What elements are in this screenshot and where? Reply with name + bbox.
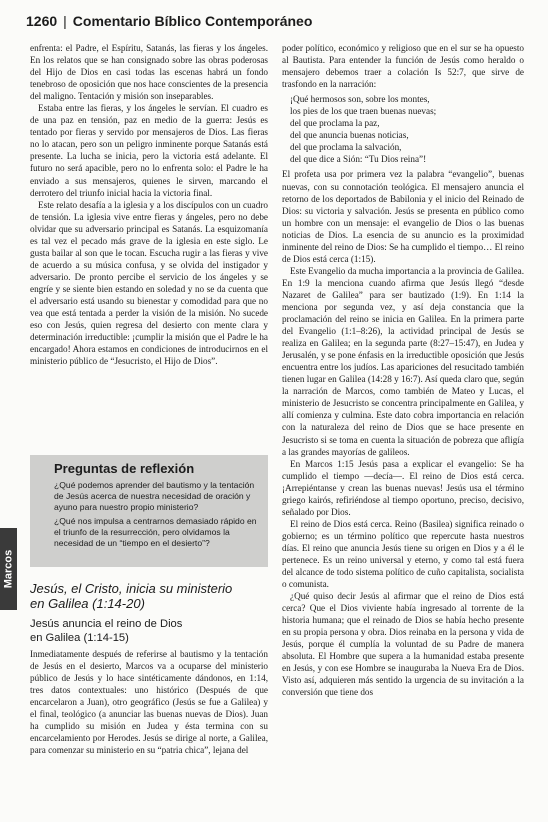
section-title: [30, 581, 268, 611]
quote-line: del que proclama la paz,: [290, 118, 380, 129]
right-paragraph: Este Evangelio da mucha importancia a la provincia de Galilea. En 1:9 la menciona cuando afirma que Jesús llegó “desde Nazaret de Galilea” para ser bautizado (1:9). En 1:14 la menciona por segunda vez, y así deja constancia que la proclamación del reino se inicia en Galilea. En la primera parte del Evangelio (1:1–8:26), la actividad principal de Jesús se realiza en Galilea; en la segunda parte (8:27–15:47), en Judea y Jerusalén, y se pone énfasis en la irreductible oposición que Jesús encuentra entre los judíos. Las apariciones del resucitado también tienen lugar en Galilea (14:28 y 16:7). Así queda claro que, según la narración de Marcos, como también de Mateo y Lucas, el ministerio de Jesucristo se concentra principalmente en Galilea, y allí comienza y culmina. Este dato cobra importancia en relación con la naturaleza del reino de Dios que se hace presente en Jesucristo si se toma en cuenta la situación de pobreza que afligía a las grandes mayorías de galileos.: [282, 265, 524, 457]
section-side-tab: [0, 528, 17, 610]
section-body: [30, 648, 268, 756]
quote-line: del que proclama la salvación,: [290, 142, 402, 153]
reflection-title: Preguntas de reflexión: [54, 461, 195, 476]
quote-line: ¡Qué hermosos son, sobre los montes,: [290, 94, 430, 105]
right-paragraph: El profeta usa por primera vez la palabra “evangelio”, buenas nuevas, con su connotación teológica. El mensajero anuncia el retorno de los deportados de Babilonia y el inicio del Reinado de Dios: su victoria y salvación. Jesús se presenta en público como un hombre con un mensaje: el evangelio de Dios o las buenas noticias de Dios. La esencia de su anuncio es la proximidad inminente del reino de Dios: Se ha cumplido el tiempo… El reino de Dios está cerca (1:15).: [282, 169, 524, 264]
quote-line: del que dice a Sión: “Tu Dios reina”!: [290, 154, 427, 165]
running-header: [26, 10, 526, 32]
side-tab-label: Marcos: [2, 549, 15, 589]
right-column: [282, 42, 524, 699]
section-subtitle-line: Jesús anuncia el reino de Dios: [30, 618, 183, 630]
isaiah-quote: [290, 93, 524, 165]
right-paragraph: El reino de Dios está cerca. Reino (Basilea) significa reinado o gobierno; es un término político que repercute hasta nuestros días. El reino que anuncia Jesús tiene su origen en Dios y a él le pertenece. Es un reino universal y eterno, y como tal está fuera del alcance de todo sistema político de cuño capitalista, socialista o comunista.: [282, 518, 524, 590]
left-paragraph: Estaba entre las fieras, y los ángeles le servían. El cuadro es de una paz en tensión, paz en medio de la guerra: Jesús es tentado por fieras y servido por mensajeros de Dios. Las fieras no lo atacan, pero son un peligro inminente porque Satanás está presente. La lucha se inicia, pero la victoria está adelante. El futuro no será apacible, pero no lo enfrenta solo: el Padre le ha enviado a sus mensajeros, quienes le sirven, marcando el derrotero del triunfo inicial hacia la victoria final.: [30, 103, 268, 198]
section-paragraph: Inmediatamente después de referirse al bautismo y la tentación de Jesús en el desierto, Marcos va a ocuparse del ministerio público de Jesús y lo hace sintéticamente dándonos, en 1:14, tres datos contextuales: uno histórico (Después de que encarcelaron a Juan), otro geográfico (Jesús se fue a Galilea) y el final, teológico (a anunciar las buenas nuevas de Dios). Juan ha cumplido su misión en Judea y ésta termina con su encarcelamiento por Herodes. Jesús se dirige al norte, a Galilea, para comenzar su ministerio en su “patria chica”, lejana del: [30, 649, 268, 756]
reflection-questions-box: [30, 455, 268, 567]
book-title: Comentario Bíblico Contemporáneo: [72, 13, 313, 29]
right-intro: poder político, económico y religioso que en el sur se ha opuesto al Bautista. Para entender la función de Jesús como heraldo o mensajero debemos traer a colación Is 52:7, que sirve de trasfondo en la narración:: [282, 43, 524, 90]
reflection-question: ¿Qué podemos aprender del bautismo y la tentación de Jesús acerca de nuestra necesidad de oración y ayuno para nuestro propio ministerio?: [54, 480, 255, 512]
section-subtitle-line: en Galilea (1:14-15): [30, 631, 129, 644]
left-column: [30, 42, 268, 367]
section-title-line: en Galilea (1:14-20): [30, 596, 145, 611]
section-title-line: Jesús, el Cristo, inicia su ministerio: [30, 581, 233, 596]
section-subtitle: [30, 618, 268, 645]
page-number: 1260: [26, 13, 58, 29]
reflection-question: ¿Qué nos impulsa a centrarnos demasiado rápido en el triunfo de la resurrección, pero olvidamos la necesidad de un “tiempo en el desierto”?: [54, 516, 257, 548]
left-paragraph: enfrenta: el Padre, el Espíritu, Satanás, las fieras y los ángeles. En los relatos que se han consignado sobre las obras poderosas del Hijo de Dios en casi todas las escenas habrá un fondo tenebroso de oposición que nos hace conscientes de la presencia del maligno. Tentación y misión son inseparables.: [30, 43, 268, 102]
right-paragraph: ¿Qué quiso decir Jesús al afirmar que el reino de Dios está cerca? Que el Dios viviente había ingresado al torrente de la historia humana; que el reinado de Dios se había hecho presente en su propia persona y obra. Dios reinaba en la persona y vida de Jesús, porque él cumplía la voluntad de su Padre de manera absoluta. El Hombre que supera a la humanidad estaba presente en Jesús, y con ese Hombre se inauguraba la Nueva Era de Dios. Visto así, adquieren más sentido la urgencia de su invitación a la conversión que tiene dos: [282, 591, 524, 698]
quote-line: los pies de los que traen buenas nuevas;: [290, 106, 437, 117]
header-separator: |: [63, 13, 67, 29]
quote-line: del que anuncia buenas noticias,: [290, 130, 409, 141]
left-paragraph: Este relato desafía a la iglesia y a los discípulos con un cuadro de tensión. La iglesia vive entre fieras y ángeles, pero no debe olvidar que su adversario principal es Satanás. La esquizomanía es tal vez el pecado más grave de la iglesia en este siglo. Le gusta bailar al son que le tocan. Escucha rugir a las fieras y vive de acuerdo a su música confusa, y se olvida del instigador y adversario. De pronto percibe el servicio de los ángeles y se engríe y se siente bien estando en soledad y no se da cuenta que el adversario está usando su bienestar y comodidad para que no vea que está tentada a perder la visión de la misión. No sucede eso con Jesús, quien regresa del desierto con mente clara y determinación irreductible: ¡cumplir la misión que el Padre le ha encargado! Ahora estamos en condiciones de introducirnos en el ministerio público de “Jesucristo, el Hijo de Dios”.: [30, 199, 268, 367]
right-paragraph: En Marcos 1:15 Jesús pasa a explicar el evangelio: Se ha cumplido el tiempo —decía—. El reino de Dios está cerca. ¡Arrepiéntanse y crean las buenas nuevas! Jesús usa el término griego kairós, refiriéndose al tiempo oportuno, preciso, decisivo, señalado por Dios.: [282, 458, 524, 517]
